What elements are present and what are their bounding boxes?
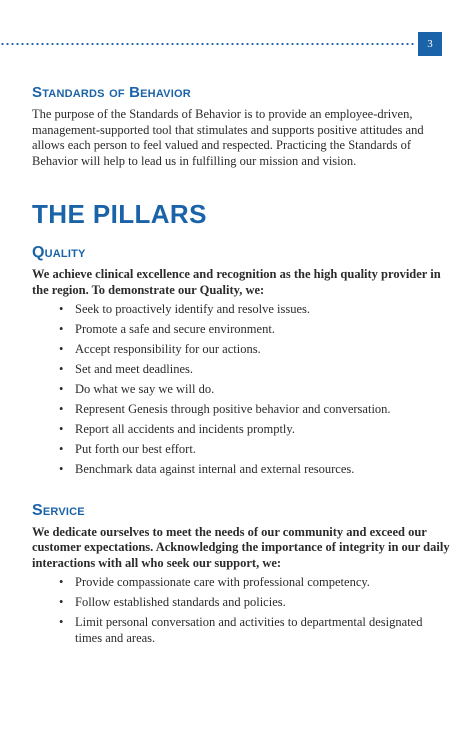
list-item xyxy=(32,462,452,478)
list-item xyxy=(32,342,452,358)
bullet-icon: • xyxy=(59,342,64,356)
list-item-text: Report all accidents and incidents promptly. xyxy=(75,422,295,436)
list-item xyxy=(32,362,452,378)
quality-intro: We achieve clinical excellence and recognition as the high quality provider in the region. To demonstrate our Quality, we: xyxy=(32,267,441,297)
list-item xyxy=(32,402,452,418)
list-item xyxy=(32,595,452,611)
bullet-icon: • xyxy=(59,575,64,589)
list-item-text: Follow established standards and policies. xyxy=(75,595,286,609)
pillars-title: THE PILLARS xyxy=(32,199,207,229)
list-item xyxy=(32,615,452,646)
list-item-text: Benchmark data against internal and external resources. xyxy=(75,462,355,476)
bullet-icon: • xyxy=(59,462,64,476)
standards-body: The purpose of the Standards of Behavior is to provide an employee-driven, management-supported tool that stimulates and supports positive attitudes and allows each person to feel valued and respected. Practicing the Standards of Behavior will help to lead us in fulfilling our mission and vision. xyxy=(32,107,424,168)
standards-heading: Standards of Behavior xyxy=(32,84,191,101)
quality-list xyxy=(32,302,452,478)
bullet-icon: • xyxy=(59,302,64,316)
list-item-text: Put forth our best effort. xyxy=(75,442,196,456)
page-content xyxy=(32,84,452,651)
dotted-divider xyxy=(0,43,415,45)
list-item xyxy=(32,422,452,438)
quality-heading: Quality xyxy=(32,244,86,261)
list-item-text: Promote a safe and secure environment. xyxy=(75,322,275,336)
list-item-text: Do what we say we will do. xyxy=(75,382,215,396)
bullet-icon: • xyxy=(59,595,64,609)
list-item-text: Set and meet deadlines. xyxy=(75,362,194,376)
bullet-icon: • xyxy=(59,422,64,436)
bullet-icon: • xyxy=(59,402,64,416)
list-item-text: Limit personal conversation and activities to departmental designated times and areas. xyxy=(75,615,423,645)
list-item xyxy=(32,575,452,591)
list-item-text: Seek to proactively identify and resolve issues. xyxy=(75,302,311,316)
list-item-text: Represent Genesis through positive behavior and conversation. xyxy=(75,402,391,416)
bullet-icon: • xyxy=(59,615,64,629)
bullet-icon: • xyxy=(59,442,64,456)
service-intro: We dedicate ourselves to meet the needs of our community and exceed our customer expectations. Acknowledging the importance of integrity in our daily interactions with all who seek our support, we: xyxy=(32,524,450,570)
bullet-icon: • xyxy=(59,382,64,396)
list-item xyxy=(32,382,452,398)
bullet-icon: • xyxy=(59,362,64,376)
page-number: 3 xyxy=(418,32,442,56)
list-item xyxy=(32,322,452,338)
list-item xyxy=(32,442,452,458)
list-item-text: Accept responsibility for our actions. xyxy=(75,342,261,356)
list-item-text: Provide compassionate care with professional competency. xyxy=(75,575,370,589)
bullet-icon: • xyxy=(59,322,64,336)
service-heading: Service xyxy=(32,501,85,519)
service-list xyxy=(32,575,452,646)
list-item xyxy=(32,302,452,318)
